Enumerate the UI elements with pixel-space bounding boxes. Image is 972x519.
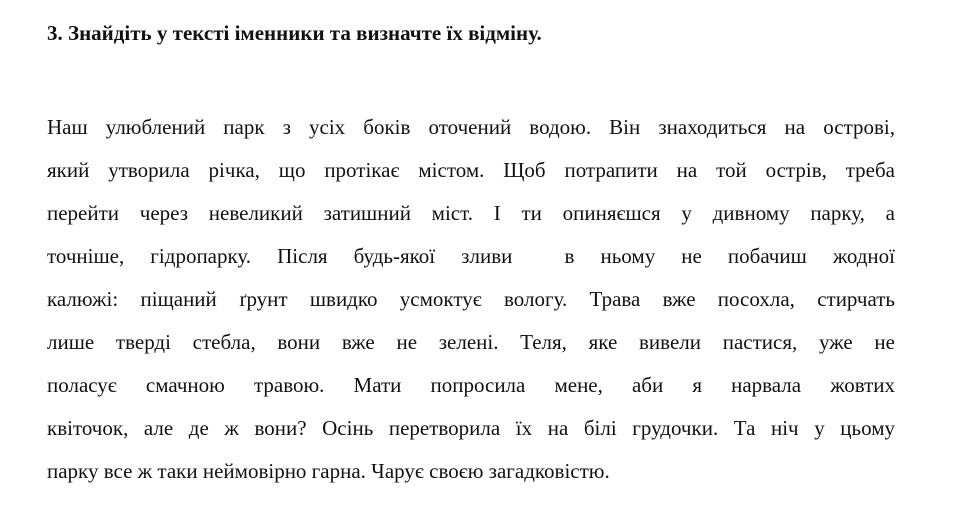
task-title: 3. Знайдіть у тексті іменники та визначте їх відміну. bbox=[47, 21, 542, 45]
text-line-2: який утворила річка, що протікає містом. Щоб потрапити на той острів, треба bbox=[47, 158, 895, 182]
text-line-4: точніше, гідропарку. Після будь-якої зливи в ньому не побачиш жодної bbox=[47, 244, 895, 268]
text-line-3: перейти через невеликий затишний міст. І ти опиняєшся у дивному парку, а bbox=[47, 201, 895, 225]
text-line-6: лише тверді стебла, вони вже не зелені. Теля, яке вивели пастися, уже не bbox=[47, 330, 895, 354]
text-line-7: поласує смачною травою. Мати попросила мене, аби я нарвала жовтих bbox=[47, 373, 895, 397]
text-line-1: Наш улюблений парк з усіх боків оточений водою. Він знаходиться на острові, bbox=[47, 115, 895, 139]
text-paragraph bbox=[47, 106, 895, 493]
text-line-8: квіточок, але де ж вони? Осінь перетворила їх на білі грудочки. Та ніч у цьому bbox=[47, 416, 895, 440]
text-line-5: калюжі: піщаний ґрунт швидко усмоктує вологу. Трава вже посохла, стирчать bbox=[47, 287, 895, 311]
text-line-9: парку все ж таки неймовірно гарна. Чарує своєю загадковістю. bbox=[47, 459, 610, 483]
